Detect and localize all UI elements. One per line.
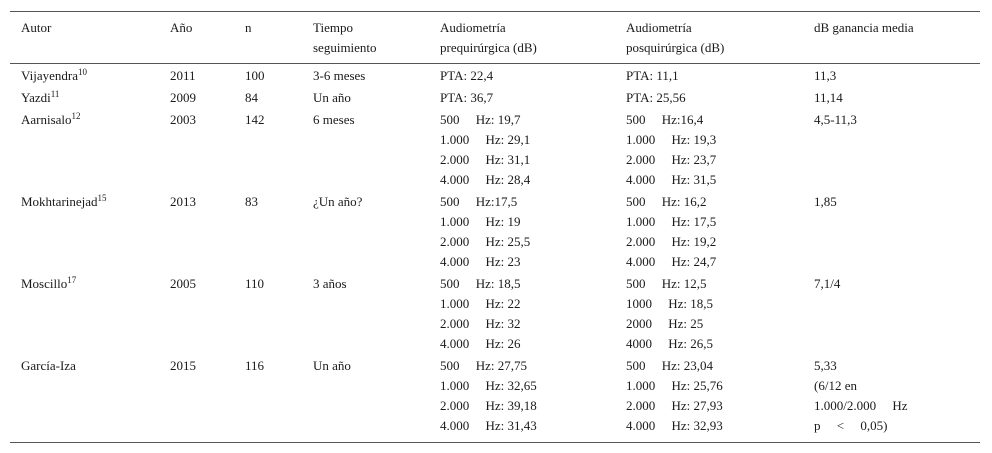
reference-number: 11 xyxy=(50,89,60,99)
cell-posquirurgica xyxy=(626,88,686,108)
cell-prequirurgica-line: 2.000 Hz: 32 xyxy=(440,316,521,331)
autor-name: Vijayendra xyxy=(21,68,78,83)
cell-autor xyxy=(21,110,81,130)
cell-prequirurgica-line: 500 Hz: 19,7 xyxy=(440,112,521,127)
cell-posquirurgica-line: 1.000 Hz: 17,5 xyxy=(626,214,717,229)
cell-db-ganancia-line: 1,85 xyxy=(814,194,837,209)
cell-db-ganancia-line: 5,33 xyxy=(814,358,837,373)
reference-number: 12 xyxy=(71,111,81,121)
cell-posquirurgica-line: 500 Hz: 12,5 xyxy=(626,276,707,291)
autor-name: Moscillo xyxy=(21,276,68,291)
header-autor: Autor xyxy=(21,20,52,35)
cell-prequirurgica-line: 4.000 Hz: 26 xyxy=(440,336,521,351)
cell-posquirurgica-line: 1000 Hz: 18,5 xyxy=(626,296,714,311)
cell-db-ganancia-line: 1.000/2.000 Hz xyxy=(814,398,908,413)
cell-anio: 2011 xyxy=(170,68,196,83)
cell-db-ganancia xyxy=(814,192,837,212)
cell-posquirurgica-line: 2.000 Hz: 27,93 xyxy=(626,398,723,413)
cell-tiempo: Un año xyxy=(313,358,351,373)
cell-db-ganancia-line: 7,1/4 xyxy=(814,276,841,291)
cell-posquirurgica-line: PTA: 25,56 xyxy=(626,90,686,105)
cell-tiempo: Un año xyxy=(313,90,351,105)
cell-tiempo: ¿Un año? xyxy=(313,194,363,209)
cell-db-ganancia-line: (6/12 en xyxy=(814,378,857,393)
cell-posquirurgica-line: 2000 Hz: 25 xyxy=(626,316,704,331)
cell-db-ganancia xyxy=(814,88,843,108)
header-divider xyxy=(10,63,980,64)
cell-posquirurgica xyxy=(626,356,723,436)
cell-posquirurgica-line: 4.000 Hz: 32,93 xyxy=(626,418,723,433)
cell-prequirurgica-line: 1.000 Hz: 19 xyxy=(440,214,521,229)
cell-n: 100 xyxy=(245,68,265,83)
cell-posquirurgica-line: 1.000 Hz: 19,3 xyxy=(626,132,717,147)
autor-name: Yazdi xyxy=(21,90,51,105)
cell-prequirurgica-line: 1.000 Hz: 32,65 xyxy=(440,378,537,393)
cell-posquirurgica xyxy=(626,192,716,272)
cell-db-ganancia xyxy=(814,110,857,130)
cell-prequirurgica-line: PTA: 36,7 xyxy=(440,90,494,105)
cell-n: 110 xyxy=(245,276,265,291)
cell-prequirurgica-line: 500 Hz: 18,5 xyxy=(440,276,521,291)
cell-prequirurgica-line: 1.000 Hz: 29,1 xyxy=(440,132,531,147)
cell-anio: 2005 xyxy=(170,276,196,291)
cell-posquirurgica-line: PTA: 11,1 xyxy=(626,68,679,83)
cell-db-ganancia xyxy=(814,356,908,436)
cell-tiempo: 6 meses xyxy=(313,112,355,127)
header-tiempo: Tiempo seguimiento xyxy=(313,20,377,55)
cell-prequirurgica-line: 2.000 Hz: 25,5 xyxy=(440,234,531,249)
header-n: n xyxy=(245,20,252,35)
cell-tiempo: 3 años xyxy=(313,276,347,291)
cell-db-ganancia-line: 4,5-11,3 xyxy=(814,112,857,127)
cell-posquirurgica-line: 4000 Hz: 26,5 xyxy=(626,336,714,351)
cell-db-ganancia-line: p < 0,05) xyxy=(814,418,888,433)
cell-autor xyxy=(21,88,59,108)
reference-number: 15 xyxy=(97,193,107,203)
cell-n: 116 xyxy=(245,358,265,373)
cell-prequirurgica-line: 2.000 Hz: 31,1 xyxy=(440,152,531,167)
reference-number: 17 xyxy=(67,275,77,285)
cell-posquirurgica xyxy=(626,274,713,354)
cell-posquirurgica-line: 500 Hz:16,4 xyxy=(626,112,704,127)
autor-name: Aarnisalo xyxy=(21,112,72,127)
cell-prequirurgica-line: 4.000 Hz: 28,4 xyxy=(440,172,531,187)
cell-n: 142 xyxy=(245,112,265,127)
data-table xyxy=(10,11,980,443)
header-prequirurgica: Audiometría prequirúrgica (dB) xyxy=(440,20,537,55)
cell-anio: 2009 xyxy=(170,90,196,105)
autor-name: García-Iza xyxy=(21,358,76,373)
reference-number: 10 xyxy=(77,67,87,77)
cell-db-ganancia xyxy=(814,66,836,86)
header-posquirurgica: Audiometría posquirúrgica (dB) xyxy=(626,20,725,55)
cell-anio: 2003 xyxy=(170,112,196,127)
cell-prequirurgica xyxy=(440,192,530,272)
cell-autor xyxy=(21,274,76,294)
cell-prequirurgica-line: PTA: 22,4 xyxy=(440,68,494,83)
cell-anio: 2015 xyxy=(170,358,196,373)
header-db-ganancia: dB ganancia media xyxy=(814,20,914,35)
cell-posquirurgica-line: 4.000 Hz: 31,5 xyxy=(626,172,717,187)
cell-db-ganancia-line: 11,3 xyxy=(814,68,837,83)
cell-prequirurgica-line: 4.000 Hz: 23 xyxy=(440,254,521,269)
header-anio: Año xyxy=(170,20,193,35)
cell-autor xyxy=(21,356,76,376)
cell-prequirurgica xyxy=(440,110,530,190)
cell-prequirurgica-line: 4.000 Hz: 31,43 xyxy=(440,418,537,433)
cell-prequirurgica-line: 500 Hz: 27,75 xyxy=(440,358,528,373)
cell-tiempo: 3-6 meses xyxy=(313,68,366,83)
autor-name: Mokhtarinejad xyxy=(21,194,98,209)
cell-anio: 2013 xyxy=(170,194,196,209)
cell-posquirurgica-line: 2.000 Hz: 23,7 xyxy=(626,152,717,167)
cell-posquirurgica xyxy=(626,110,716,190)
cell-posquirurgica-line: 500 Hz: 16,2 xyxy=(626,194,707,209)
cell-prequirurgica-line: 1.000 Hz: 22 xyxy=(440,296,521,311)
cell-autor xyxy=(21,192,107,212)
cell-posquirurgica-line: 500 Hz: 23,04 xyxy=(626,358,714,373)
cell-posquirurgica xyxy=(626,66,679,86)
cell-n: 84 xyxy=(245,90,258,105)
cell-posquirurgica-line: 4.000 Hz: 24,7 xyxy=(626,254,717,269)
cell-posquirurgica-line: 2.000 Hz: 19,2 xyxy=(626,234,717,249)
cell-autor xyxy=(21,66,87,86)
cell-prequirurgica xyxy=(440,356,537,436)
cell-n: 83 xyxy=(245,194,258,209)
cell-prequirurgica xyxy=(440,88,493,108)
cell-prequirurgica-line: 2.000 Hz: 39,18 xyxy=(440,398,537,413)
cell-prequirurgica-line: 500 Hz:17,5 xyxy=(440,194,518,209)
cell-db-ganancia-line: 11,14 xyxy=(814,90,843,105)
cell-prequirurgica xyxy=(440,274,521,354)
cell-prequirurgica xyxy=(440,66,493,86)
cell-db-ganancia xyxy=(814,274,840,294)
cell-posquirurgica-line: 1.000 Hz: 25,76 xyxy=(626,378,723,393)
